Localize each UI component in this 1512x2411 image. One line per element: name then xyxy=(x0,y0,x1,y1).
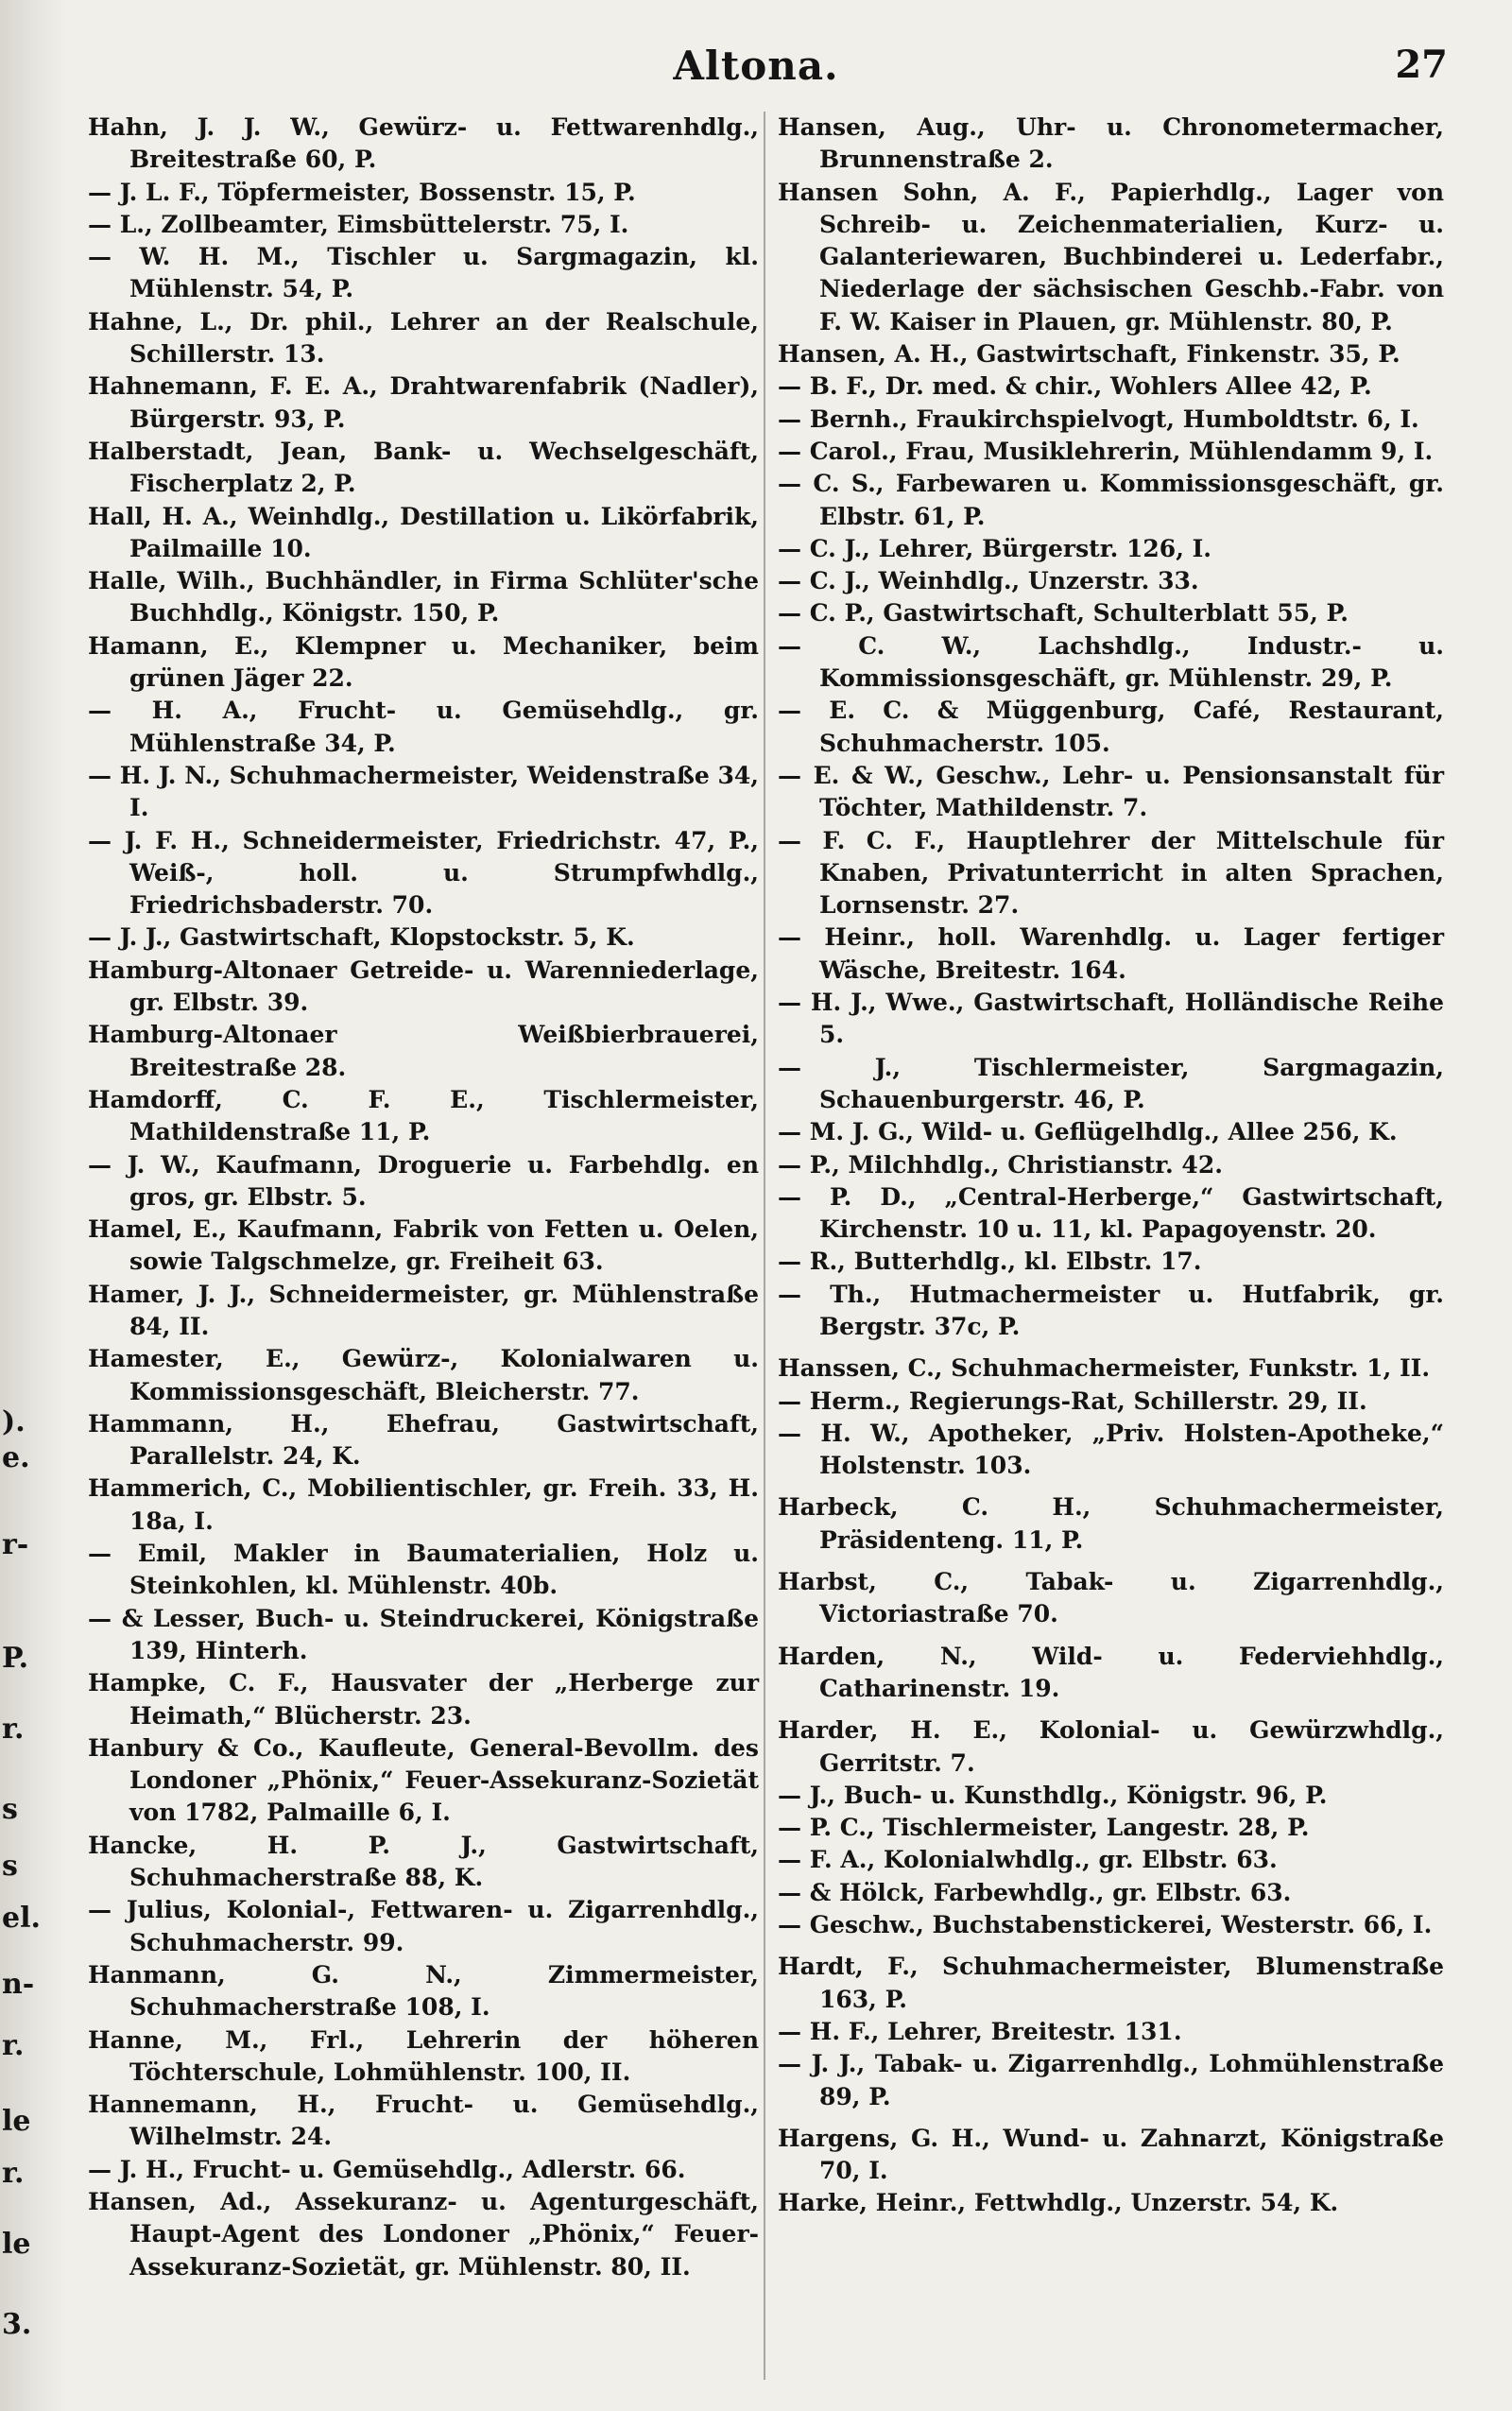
margin-fragment: 3. xyxy=(2,2308,32,2341)
directory-entry: — H. J. N., Schuhmachermeister, Weidenstraße 34, I. xyxy=(88,761,759,822)
directory-entry: Halle, Wilh., Buchhändler, in Firma Schlüter'sche Buchhdlg., Königstr. 150, P. xyxy=(88,567,759,628)
directory-entry: Hall, H. A., Weinhdlg., Destillation u. Likörfabrik, Pailmaille 10. xyxy=(88,502,759,562)
directory-entry: Hahn, J. J. W., Gewürz- u. Fettwarenhdlg., Breitestraße 60, P. xyxy=(88,113,759,174)
directory-entry: Harbst, C., Tabak- u. Zigarrenhdlg., Victoriastraße 70. xyxy=(778,1568,1444,1628)
margin-fragment: r. xyxy=(2,2029,25,2062)
directory-entry: — H. F., Lehrer, Breitestr. 131. xyxy=(778,2017,1182,2045)
directory-entry: — J. L. F., Töpfermeister, Bossenstr. 15, P. xyxy=(88,178,636,206)
directory-entry: Hahne, L., Dr. phil., Lehrer an der Realschule, Schillerstr. 13. xyxy=(88,307,759,369)
directory-entry: — Geschw., Buchstabenstickerei, Westerstr. 66, I. xyxy=(778,1911,1433,1939)
directory-entry: — P. C., Tischlermeister, Langestr. 28, P. xyxy=(778,1814,1310,1842)
directory-entry: — Heinr., holl. Warenhdlg. u. Lager fertiger Wäsche, Breitestr. 164. xyxy=(778,923,1444,984)
directory-entry: Hancke, H. P. J., Gastwirtschaft, Schuhmacherstraße 88, K. xyxy=(88,1831,759,1892)
margin-fragment: n- xyxy=(2,1968,35,2001)
margin-fragment: le xyxy=(2,2228,31,2261)
margin-fragment: le xyxy=(2,2105,31,2138)
directory-entry: — Carol., Frau, Musiklehrerin, Mühlendamm 9, I. xyxy=(778,437,1434,465)
directory-entry: — Julius, Kolonial-, Fettwaren- u. Zigarrenhdlg., Schuhmacherstr. 99. xyxy=(88,1896,759,1956)
page-header xyxy=(0,43,1512,90)
directory-entry: Harbeck, C. H., Schuhmachermeister, Präsidenteng. 11, P. xyxy=(778,1493,1444,1554)
directory-entry: — P., Milchhdlg., Christianstr. 42. xyxy=(778,1150,1223,1179)
directory-entry: — C. P., Gastwirtschaft, Schulterblatt 55, P. xyxy=(778,599,1349,628)
directory-entry: Hahnemann, F. E. A., Drahtwarenfabrik (Nadler), Bürgerstr. 93, P. xyxy=(88,372,759,433)
directory-entry: — E. & W., Geschw., Lehr- u. Pensionsanstalt für Töchter, Mathildenstr. 7. xyxy=(778,761,1444,822)
directory-entry: Hamel, E., Kaufmann, Fabrik von Fetten u. Oelen, sowie Talgschmelze, gr. Freiheit 63. xyxy=(88,1215,759,1276)
directory-entry: — E. C. & Müggenburg, Café, Restaurant, Schuhmacherstr. 105. xyxy=(778,697,1444,757)
directory-entry: Hargens, G. H., Wund- u. Zahnarzt, Königstraße 70, I. xyxy=(778,2124,1444,2185)
directory-entry: — & Lesser, Buch- u. Steindruckerei, Königstraße 139, Hinterh. xyxy=(88,1604,759,1664)
directory-entry: Hammann, H., Ehefrau, Gastwirtschaft, Parallelstr. 24, K. xyxy=(88,1409,759,1471)
directory-entry: Hampke, C. F., Hausvater der „Herberge zur Heimath,“ Blücherstr. 23. xyxy=(88,1669,759,1730)
margin-fragment: r. xyxy=(2,1713,25,1746)
margin-fragment: s xyxy=(2,1850,18,1883)
margin-fragment: el. xyxy=(2,1902,41,1935)
directory-entry: — J. J., Gastwirtschaft, Klopstockstr. 5, K. xyxy=(88,923,635,952)
margin-fragment: s xyxy=(2,1793,18,1826)
margin-fragment: e. xyxy=(2,1441,30,1474)
directory-entry: Hanne, M., Frl., Lehrerin der höheren Töchterschule, Lohmühlenstr. 100, II. xyxy=(88,2025,759,2086)
directory-entry: — Bernh., Fraukirchspielvogt, Humboldtstr. 6, I. xyxy=(778,405,1419,433)
directory-entry: Hanbury & Co., Kaufleute, General-Bevollm. des Londoner „Phönix,“ Feuer-Assekuranz-Sozietät von 1782, Palmaille 6, I. xyxy=(88,1733,759,1827)
directory-entry: — J. F. H., Schneidermeister, Friedrichstr. 47, P., Weiß-, holl. u. Strumpfwhdlg., Friedrichsbaderstr. 70. xyxy=(88,826,759,920)
directory-entry: Hansen Sohn, A. F., Papierhdlg., Lager von Schreib- u. Zeichenmaterialien, Kurz- u. Galanteriewaren, Buchbinderei u. Lederfabr., Niederlage der sächsischen Geschb.-Fabr. von F. W. Kaiser in Plauen, gr. Mühlenstr. 80, P. xyxy=(778,178,1444,336)
directory-entry: Harder, H. E., Kolonial- u. Gewürzwhdlg., Gerritstr. 7. xyxy=(778,1716,1444,1777)
left-column xyxy=(88,112,759,2283)
directory-entry: Hannemann, H., Frucht- u. Gemüsehdlg., Wilhelmstr. 24. xyxy=(88,2091,759,2151)
right-column xyxy=(778,112,1444,2220)
directory-entry: — C. S., Farbewaren u. Kommissionsgeschäft, gr. Elbstr. 61, P. xyxy=(778,470,1444,530)
directory-entry: Harden, N., Wild- u. Federviehhdlg., Catharinenstr. 19. xyxy=(778,1642,1444,1702)
directory-entry: Hansen, Ad., Assekuranz- u. Agenturgeschäft, Haupt-Agent des Londoner „Phönix,“ Feuer-Assekuranz-Sozietät, gr. Mühlenstr. 80, II. xyxy=(88,2188,759,2281)
margin-fragment: ). xyxy=(2,1405,26,1438)
directory-entry: Hamburg-Altonaer Getreide- u. Warenniederlage, gr. Elbstr. 39. xyxy=(88,956,759,1017)
directory-entry: — L., Zollbeamter, Eimsbüttelerstr. 75, I. xyxy=(88,210,629,238)
directory-entry: — J., Tischlermeister, Sargmagazin, Schauenburgerstr. 46, P. xyxy=(778,1053,1444,1113)
directory-entry: — Th., Hutmachermeister u. Hutfabrik, gr. Bergstr. 37c, P. xyxy=(778,1280,1444,1340)
directory-entry: — C. J., Weinhdlg., Unzerstr. 33. xyxy=(778,567,1199,595)
directory-entry: — & Hölck, Farbewhdlg., gr. Elbstr. 63. xyxy=(778,1878,1292,1906)
directory-entry: — F. A., Kolonialwhdlg., gr. Elbstr. 63. xyxy=(778,1846,1278,1874)
directory-entry: — J., Buch- u. Kunsthdlg., Königstr. 96, P. xyxy=(778,1781,1328,1809)
directory-entry: — M. J. G., Wild- u. Geflügelhdlg., Allee 256, K. xyxy=(778,1118,1398,1146)
previous-page-fragments xyxy=(2,0,43,2411)
directory-entry: — R., Butterhdlg., kl. Elbstr. 17. xyxy=(778,1248,1202,1276)
directory-entry: — H. J., Wwe., Gastwirtschaft, Holländische Reihe 5. xyxy=(778,989,1444,1049)
directory-entry: Hansen, A. H., Gastwirtschaft, Finkenstr. 35, P. xyxy=(778,340,1400,369)
directory-entry: Hamester, E., Gewürz-, Kolonialwaren u. Kommissionsgeschäft, Bleicherstr. 77. xyxy=(88,1345,759,1405)
directory-entry: — J. W., Kaufmann, Droguerie u. Farbehdlg. en gros, gr. Elbstr. 5. xyxy=(88,1150,759,1211)
directory-entry: Hammerich, C., Mobilientischler, gr. Freih. 33, H. 18a, I. xyxy=(88,1474,759,1535)
directory-entry: Hardt, F., Schuhmachermeister, Blumenstraße 163, P. xyxy=(778,1953,1444,2013)
directory-entry: — B. F., Dr. med. & chir., Wohlers Allee 42, P. xyxy=(778,372,1372,401)
directory-entry: — P. D., „Central-Herberge,“ Gastwirtschaft, Kirchenstr. 10 u. 11, kl. Papagoyenstr. 20. xyxy=(778,1182,1444,1244)
directory-entry: Hamburg-Altonaer Weißbierbrauerei, Breitestraße 28. xyxy=(88,1021,759,1081)
directory-entry: — J. J., Tabak- u. Zigarrenhdlg., Lohmühlenstraße 89, P. xyxy=(778,2050,1444,2110)
directory-entry: Harke, Heinr., Fettwhdlg., Unzerstr. 54, K. xyxy=(778,2189,1339,2217)
directory-entry: Hamann, E., Klempner u. Mechaniker, beim grünen Jäger 22. xyxy=(88,631,759,693)
directory-entry: Hamer, J. J., Schneidermeister, gr. Mühlenstraße 84, II. xyxy=(88,1280,759,1340)
directory-entry: — C. W., Lachshdlg., Industr.- u. Kommissionsgeschäft, gr. Mühlenstr. 29, P. xyxy=(778,631,1444,693)
page-title: Altona. xyxy=(673,43,839,89)
directory-entry: Hamdorff, C. F. E., Tischlermeister, Mathildenstraße 11, P. xyxy=(88,1085,759,1146)
directory-entry: — F. C. F., Hauptlehrer der Mittelschule für Knaben, Privatunterricht in alten Sprachen, Lornsenstr. 27. xyxy=(778,826,1444,920)
page-number: 27 xyxy=(1395,43,1448,87)
directory-entry: Hanmann, G. N., Zimmermeister, Schuhmacherstraße 108, I. xyxy=(88,1960,759,2022)
directory-entry: — C. J., Lehrer, Bürgerstr. 126, I. xyxy=(778,534,1211,562)
column-divider xyxy=(764,112,765,2380)
directory-entry: Halberstadt, Jean, Bank- u. Wechselgeschäft, Fischerplatz 2, P. xyxy=(88,437,759,498)
margin-fragment: P. xyxy=(2,1642,29,1675)
directory-entry: — W. H. M., Tischler u. Sargmagazin, kl. Mühlenstr. 54, P. xyxy=(88,243,759,303)
margin-fragment: r- xyxy=(2,1528,29,1561)
directory-entry: Hanssen, C., Schuhmachermeister, Funkstr. 1, II. xyxy=(778,1354,1431,1383)
directory-entry: — Herm., Regierungs-Rat, Schillerstr. 29, II. xyxy=(778,1386,1367,1415)
directory-entry: — J. H., Frucht- u. Gemüsehdlg., Adlerstr. 66. xyxy=(88,2155,686,2183)
directory-entry: — Emil, Makler in Baumaterialien, Holz u. Steinkohlen, kl. Mühlenstr. 40b. xyxy=(88,1540,759,1600)
margin-fragment: r. xyxy=(2,2157,25,2190)
directory-entry: Hansen, Aug., Uhr- u. Chronometermacher, Brunnenstraße 2. xyxy=(778,113,1444,174)
directory-entry: — H. A., Frucht- u. Gemüsehdlg., gr. Mühlenstraße 34, P. xyxy=(88,697,759,757)
directory-entry: — H. W., Apotheker, „Priv. Holsten-Apotheke,“ Holstenstr. 103. xyxy=(778,1419,1444,1480)
